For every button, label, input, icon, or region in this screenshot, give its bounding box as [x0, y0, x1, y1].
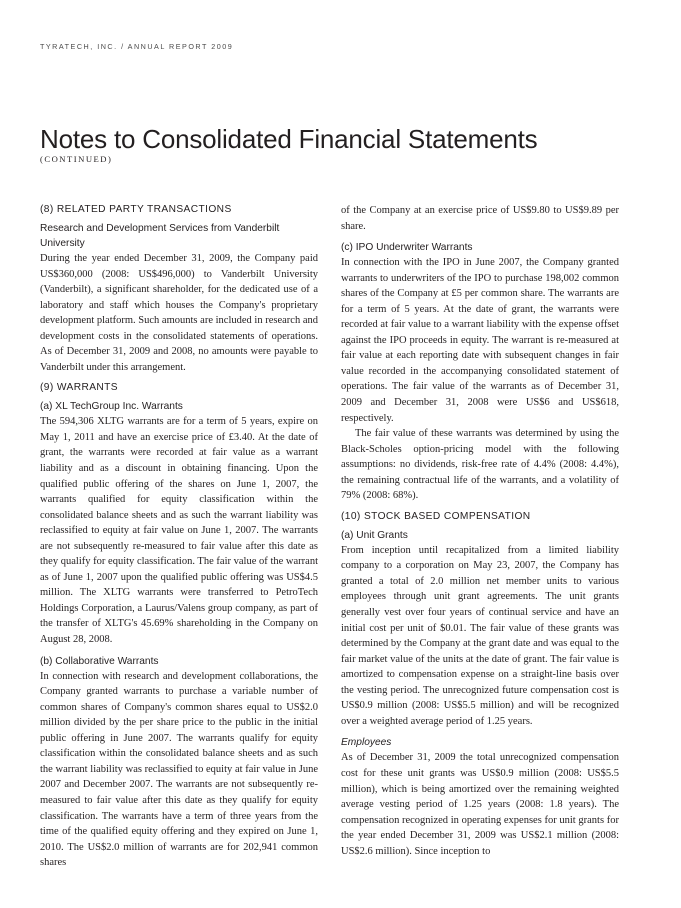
paragraph-xltg-warrants: The 594,306 XLTG warrants are for a term of 5 years, expire on May 1, 2011 and have an exercise price of £3.40. At the date of grant, the warrants were recorded at fair value as a warrant liability and as a discount in obtaining financing. Upon the qualified public offering of the shares on June 1, 2007, the warrants qualified for equity classification within the consolidated balance sheets and as such the warrant liability was reclassified to equity at fair value on June 1, 2007. The warrants are not subsequently re-measured to fair value after this date as they qualify for equity classification. The fair value of the warrant as of June 1, 2007 upon the qualified public offering was US$4.5 million. The XLTG warrants were transferred to PetroTech Holdings Corporation, a Laurus/Valens group company, as part of the transfer of XLTG's 45.69% shareholding in the Company on August 28, 2008.: [40, 416, 318, 646]
paragraph-unit-grants: From inception until recapitalized from a limited liability company to a corporation on May 23, 2007, the Company has granted a total of 2.0 million net member units to various employees through unit grant agreements. The unit grants generally vest over four years of continual service and have an initial cost per unit of $0.01. The fair value of these grants was determined by the Company at the grant date and was equal to the fair market value of the units at the date of grant. The fair value is amortized to compensation expense on a straight-line basis over the vesting period. The unrecognized future compensation cost is US$0.9 million (2008: US$5.5 million) and will be recognized over a weighted average period of 1.25 years.: [341, 544, 619, 727]
running-head: TYRATECH, INC. / ANNUAL REPORT 2009: [40, 42, 234, 51]
page-subtitle: (CONTINUED): [40, 154, 113, 164]
paragraph-employees: As of December 31, 2009 the total unrecognized compensation cost for these unit grants was US$0.9 million (2008: US$5.5 million), which is being amortized over the remaining weighted average vesting period of 1.25 years (2008: 1.8 years). The compensation recognized in operating expenses for unit grants for the year ended December 31, 2009 was US$2.1 million (2008: US$2.6 million). Since inception to: [341, 752, 619, 857]
paragraph-black-scholes: The fair value of these warrants was determined by using the Black-Scholes option-pricing model with the following assumptions: no dividends, risk-free rate of 4.4% (2008: 4.4%), the remaining contractual life of the warrants, and a volatility of 79% (2008: 68%).: [341, 428, 619, 502]
paragraph-collaborative-warrants: In connection with research and development collaborations, the Company granted warrants to purchase a variable number of common shares of Company's common shares equal to US$2.0 million divided by the per share price to the public in the initial public offering in June 2007. The warrants qualify for equity classification within the consolidated balance sheets and as such the warrant liability was reclassified to equity at fair value in June 2007 and December 2007. The warrants are not subsequently re-measured to fair value after this date as they qualify for equity classification. The warrants have a term of three years from the time of the qualified equity offering and they expired on June 1, 2010. The US$2.0 million of warrants are for 202,941 common shares: [40, 670, 318, 869]
page-title: Notes to Consolidated Financial Statements: [40, 124, 538, 154]
subheading-ipo-underwriter-warrants: (c) IPO Underwriter Warrants: [341, 242, 473, 254]
section-heading-warrants: (9) WARRANTS: [40, 382, 118, 394]
left-column: [40, 203, 318, 871]
paragraph-ipo-underwriter-warrants: In connection with the IPO in June 2007, the Company granted warrants to underwriters of the IPO to purchase 198,002 common shares of the Company at £5 per common share. The warrants are for a term of 5 years. At the date of grant, the warrants were recorded at fair value to a warrant liability with the expense offset against the IPO proceeds in equity. The warrant is re-measured at fair value at each reporting date with subsequent changes in fair value recorded in the accompanying consolidated statement of operations. The fair value of the warrants as of December 31, 2009 and December 31, 2008 were US$6 and US$618, respectively.: [341, 257, 619, 424]
paragraph-collaborative-warrants-continued: of the Company at an exercise price of US$9.80 to US$9.89 per share.: [341, 205, 619, 232]
subheading-collaborative-warrants: (b) Collaborative Warrants: [40, 655, 159, 667]
right-column: [341, 203, 619, 859]
section-heading-stock-compensation: (10) STOCK BASED COMPENSATION: [341, 510, 531, 522]
paragraph-related-party: During the year ended December 31, 2009, the Company paid US$360,000 (2008: US$496,000) to Vanderbilt University (Vanderbilt), a significant shareholder, for the dedicated use of a laboratory and staff which houses the Company's proprietary development platform. Such amounts are included in research and development costs in the consolidated statements of operations. As of December 31, 2009 and 2008, no amounts were payable to Vanderbilt under this arrangement.: [40, 253, 318, 373]
subheading-vanderbilt: Research and Development Services from Vanderbilt University: [40, 223, 280, 249]
subheading-employees: Employees: [341, 737, 392, 749]
subheading-xltg-warrants: (a) XL TechGroup Inc. Warrants: [40, 401, 183, 413]
section-heading-related-party: (8) RELATED PARTY TRANSACTIONS: [40, 204, 232, 215]
subheading-unit-grants: (a) Unit Grants: [341, 529, 408, 541]
